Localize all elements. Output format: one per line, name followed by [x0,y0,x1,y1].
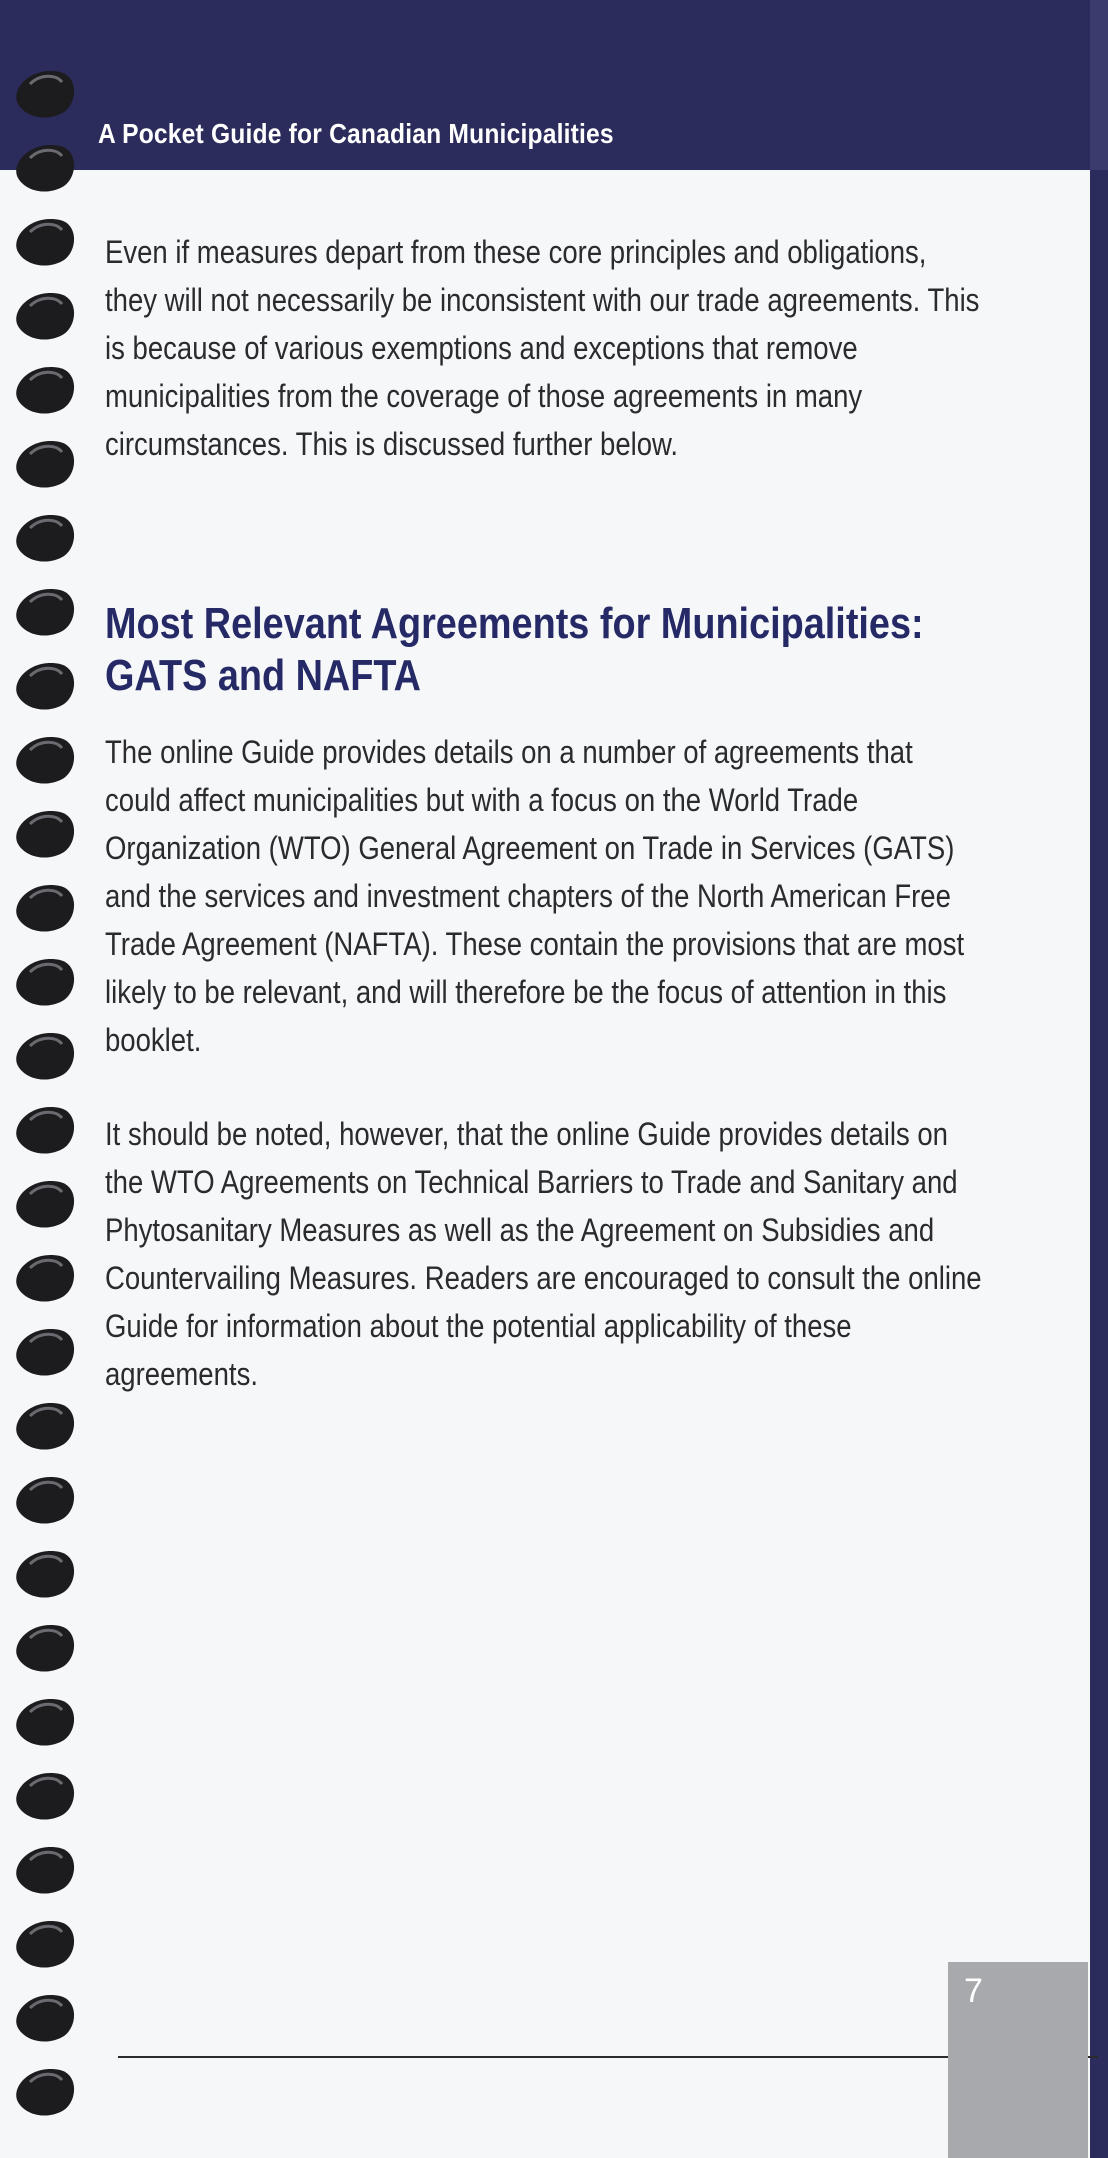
spiral-binding-icon [0,60,100,2120]
binding-coil [16,71,74,117]
page-number: 7 [964,1972,983,2010]
header-band [0,0,1090,170]
note-paragraph: It should be noted, however, that the online Guide provides details on the WTO Agreements on Technical Barriers to Trade and Sanitary and Phytosanitary Measures as well as the Agreement on Subsidies and Countervailing Measures. Readers are encouraged to consult the online Guide for information about the potential applicability of these agreements. [105,1116,982,1392]
binding-coil [16,885,74,931]
binding-coil [16,1773,74,1819]
right-edge-top [1090,0,1108,170]
right-edge [1090,170,1108,2158]
intro-paragraph: Even if measures depart from these core principles and obligations, they will not necessarily be inconsistent with our trade agreements. This is because of various exemptions and exceptions that remove municipalities from the coverage of those agreements in many circumstances. This is discussed further below. [105,234,980,462]
binding-coil [16,293,74,339]
binding-coil [16,1255,74,1301]
binding-coil [16,663,74,709]
binding-coil [16,1107,74,1153]
binding-coil [16,1551,74,1597]
binding-coil [16,737,74,783]
binding-coil [16,2069,74,2115]
section-heading: Most Relevant Agreements for Municipalities: GATS and NAFTA [105,599,924,700]
binding-coil [16,441,74,487]
binding-coil [16,145,74,191]
binding-coil [16,589,74,635]
binding-coil [16,367,74,413]
header-title: A Pocket Guide for Canadian Municipalities [98,118,614,149]
binding-coil [16,1033,74,1079]
agreements-paragraph: The online Guide provides details on a number of agreements that could affect municipalities but with a focus on the World Trade Organization (WTO) General Agreement on Trade in Services (GATS) and the services and investment chapters of the North American Free Trade Agreement (NAFTA). These contain the provisions that are most likely to be relevant, and will therefore be the focus of attention in this booklet. [105,734,965,1058]
binding-coil [16,811,74,857]
binding-coil [16,959,74,1005]
binding-coil [16,1699,74,1745]
binding-coil [16,1995,74,2041]
binding-coil [16,1477,74,1523]
binding-coil [16,1181,74,1227]
binding-coil [16,219,74,265]
binding-coil [16,515,74,561]
binding-coil [16,1847,74,1893]
binding-coil [16,1329,74,1375]
binding-coil [16,1625,74,1671]
binding-coil [16,1403,74,1449]
binding-coil [16,1921,74,1967]
